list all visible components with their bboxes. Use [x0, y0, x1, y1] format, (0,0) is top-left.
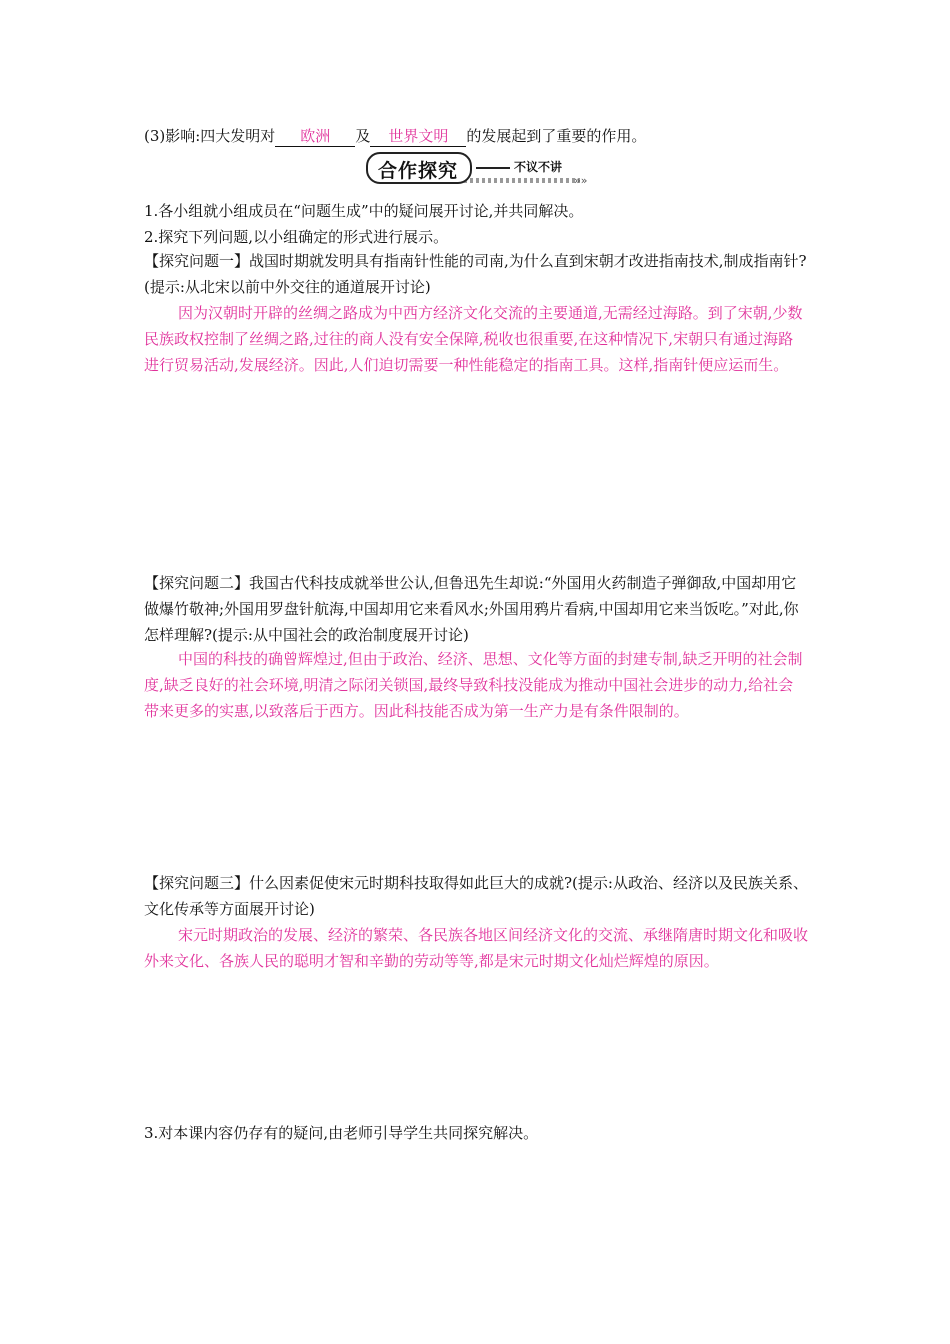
answer-1: 因为汉朝时开辟的丝绸之路成为中西方经济文化交流的主要通道,无需经过海路。到了宋朝,少数民族政权控制了丝绸之路,过往的商人没有安全保障,税收也很重要,在这种情况下,宋朝只有通过海路进行贸易活动,发展经济。因此,人们迫切需要一种性能稳定的指南工具。这样,指南针便应运而生。 — [144, 304, 803, 374]
question-2: 【探究问题二】我国古代科技成就举世公认,但鲁迅先生却说:“外国用火药制造子弹御敌,中国却用它做爆竹敬神;外国用罗盘针航海,中国却用它来看风水;外国用鸦片看病,中国却用它来当饭吃。”对此,你怎样理解?(提示:从中国社会的政治制度展开讨论) — [144, 574, 799, 644]
section3-prefix: (3)影响:四大发明对 — [144, 127, 276, 145]
section-header-banner — [366, 152, 588, 186]
header-dash-divider — [476, 167, 510, 169]
section3-suffix: 的发展起到了重要的作用。 — [466, 127, 647, 145]
header-title-box — [366, 152, 472, 184]
answer-3: 宋元时期政治的发展、经济的繁荣、各民族各地区间经济文化的交流、承继隋唐时期文化和吸收外来文化、各族人民的聪明才智和辛勤的劳动等等,都是宋元时期文化灿烂辉煌的原因。 — [144, 926, 809, 970]
item-1: 1.各小组就小组成员在“问题生成”中的疑问展开讨论,并共同解决。 — [144, 202, 584, 220]
question-3: 【探究问题三】什么因素促使宋元时期科技取得如此巨大的成就?(提示:从政治、经济以及民族关系、文化传承等方面展开讨论) — [144, 874, 808, 918]
arrow-decoration-icon: »» — [574, 174, 588, 187]
item-2: 2.探究下列问题,以小组确定的形式进行展示。 — [144, 228, 449, 246]
section3-impact-line — [144, 123, 646, 149]
header-title: 合作探究 — [378, 160, 459, 182]
fill-blank-1[interactable]: 欧洲 — [275, 126, 355, 147]
item-3: 3.对本课内容仍存有的疑问,由老师引导学生共同探究解决。 — [144, 1124, 539, 1142]
fill-blank-2[interactable]: 世界文明 — [370, 126, 466, 147]
section3-middle: 及 — [355, 127, 371, 145]
header-subtitle: 不议不讲 — [514, 160, 563, 174]
question-1: 【探究问题一】战国时期就发明具有指南针性能的司南,为什么直到宋朝才改进指南技术,制成指南针?(提示:从北宋以前中外交往的通道展开讨论) — [144, 252, 807, 296]
answer-2: 中国的科技的确曾辉煌过,但由于政治、经济、思想、文化等方面的封建专制,缺乏开明的社会制度,缺乏良好的社会环境,明清之际闭关锁国,最终导致科技没能成为推动中国社会进步的动力,给社会带来更多的实惠,以致落后于西方。因此科技能否成为第一生产力是有条件限制的。 — [144, 650, 803, 720]
